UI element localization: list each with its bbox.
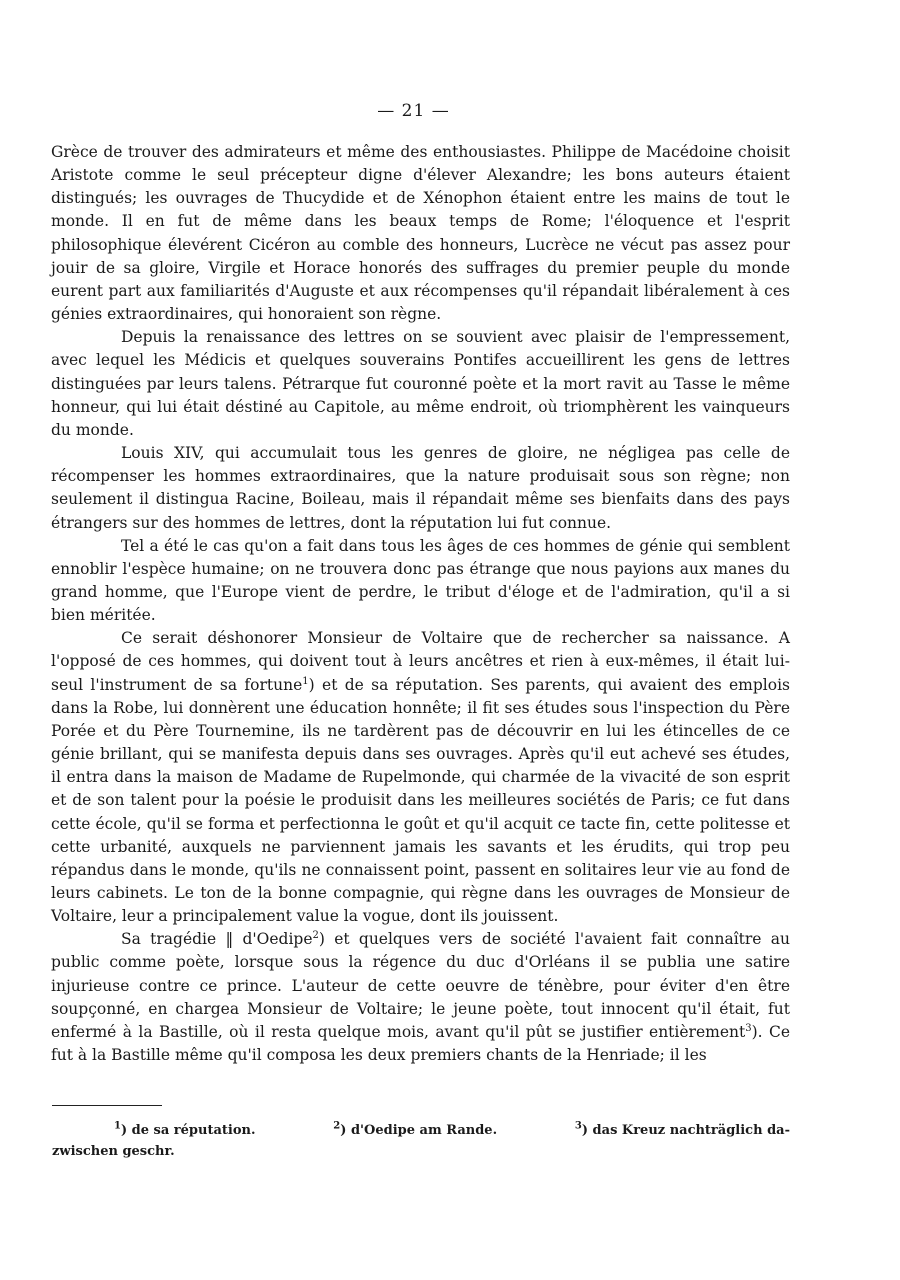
paragraph-4: Tel a été le cas qu'on a fait dans tous les âges de ces hommes de génie qui semblent ennoblir l'espèce humaine; on ne trouvera donc pas étrange que nous payions aux manes du grand homme, que l'Europe vient de perdre, le tribut d'éloge et de l'admiration, qu'il a si bien méritée. [51, 536, 790, 625]
footnote-ref-2: 2 [312, 930, 319, 942]
footnote-2 [333, 1120, 497, 1141]
paragraph-1: Grèce de trouver des admirateurs et même des enthousiastes. Philippe de Macédoine choisit Aristote comme le seul précepteur digne d'élever Alexandre; les bons auteurs étaient distingués; les ouvrages de Thucydide et de Xénophon étaient entre les mains de tout le monde. Il en fut de même dans les beaux temps de Rome; l'éloquence et l'esprit philosophique élevérent Cicéron au comble des honneurs, Lucrèce ne vécut pas assez pour jouir de sa gloire, Virgile et Horace honorés des suffrages du premier peuple du monde eurent part aux familiarités d'Auguste et aux récompenses qu'il répandait libéralement à ces génies extraordinaires, qui honoraient son règne. [51, 143, 790, 324]
footnotes [52, 1120, 790, 1162]
paragraph-6 [51, 928, 790, 1067]
footnote-ref-1: 1 [302, 675, 309, 687]
footnote-row [52, 1120, 790, 1141]
paragraph-2: Depuis la renaissance des lettres on se souvient avec plaisir de l'empressement, avec lequel les Médicis et quelques souverains Pontifes accueillirent les gens de lettres distinguées par leurs talens. Pétrarque fut couronné poète et la mort ravit au Tasse le même honneur, qui lui était déstiné au Capitole, au même endroit, où triomphèrent les vainqueurs du monde. [51, 328, 790, 439]
footnote-3-continuation: zwischen geschr. [52, 1144, 175, 1159]
body-text [51, 141, 790, 1067]
footnote-2-mark: 2 [333, 1120, 341, 1132]
paragraph-5 [51, 627, 790, 928]
paragraph-5-text-b: ) et de sa réputation. Ses parents, qui avaient des emplois dans la Robe, lui donnèrent une éducation honnête; il fit ses études sous l'inspection du Père Porée et du Père Tournemine, ils ne tardèrent pas de découvrir en lui les étincelles de ce génie brillant, qui se manifesta depuis dans ses ouvrages. Après qu'il eut achevé ses études, il entra dans la maison de Madame de Rupelmonde, qui charmée de la vivacité de son esprit et de son talent pour la poésie le produisit dans les meilleures sociétés de Paris; ce fut dans cette école, qu'il se forma et perfectionna le goût et qu'il acquit ce tacte fin, cette politesse et cette urbanité, auxquels ne parviennent jamais les savants et les érudits, qui trop peu répandus dans le monde, qu'ils ne connaissent point, passent en solitaires leur vie au fond de leurs cabinets. Le ton de la bonne compagnie, qui règne dans les ouvrages de Monsieur de Voltaire, leur a principalement value la vogue, dont ils jouissent. [51, 675, 790, 926]
footnote-1-text: ) de sa réputation. [120, 1123, 256, 1138]
footnote-ref-3: 3 [745, 1022, 752, 1034]
paragraph-6-text-b: ) et quelques vers de société l'avaient fait connaître au public comme poète, lorsque sous la régence du duc d'Orléans il se publia une satire injurieuse contre ce prince. L'auteur de cette oeuvre de ténèbre, pour éviter d'en être soupçonné, en chargea Monsieur de Voltaire; le jeune poète, tout innocent qu'il était, fut enfermé à la Bastille, où il resta quelque mois, avant qu'il pût se justifier entièrement [51, 930, 790, 1041]
paragraph-5-text-a: Ce serait déshonorer Monsieur de Voltaire que de rechercher sa naissance. A l'opposé de ces hommes, qui doivent tout à leurs ancêtres et rien à eux-mêmes, il était lui-seul l'instrument de sa fortune [51, 629, 790, 694]
footnote-divider [52, 1105, 162, 1106]
paragraph-6-text-a: Sa tragédie ‖ d'Oedipe [121, 930, 313, 949]
paragraph-3: Louis XIV, qui accumulait tous les genres de gloire, ne négligea pas celle de récompenser les hommes extraordinaires, que la nature produisait sous son règne; non seulement il distingua Racine, Boileau, mais il répandait même ses bienfaits dans des pays étrangers sur des hommes de lettres, dont la réputation lui fut connue. [51, 444, 790, 532]
footnote-1 [114, 1120, 255, 1141]
footnote-3-text: ) das Kreuz nachträglich da- [581, 1123, 790, 1138]
page-number: — 21 — [377, 101, 450, 121]
footnote-2-text: ) d'Oedipe am Rande. [340, 1123, 498, 1138]
footnote-3 [575, 1120, 790, 1141]
footnote-3-mark: 3 [574, 1120, 582, 1132]
footnote-1-mark: 1 [114, 1120, 121, 1132]
paragraph-6-text-c: ). Ce fut à la Bastille même qu'il composa les deux premiers chants de la Henriade; il les [51, 1022, 791, 1065]
